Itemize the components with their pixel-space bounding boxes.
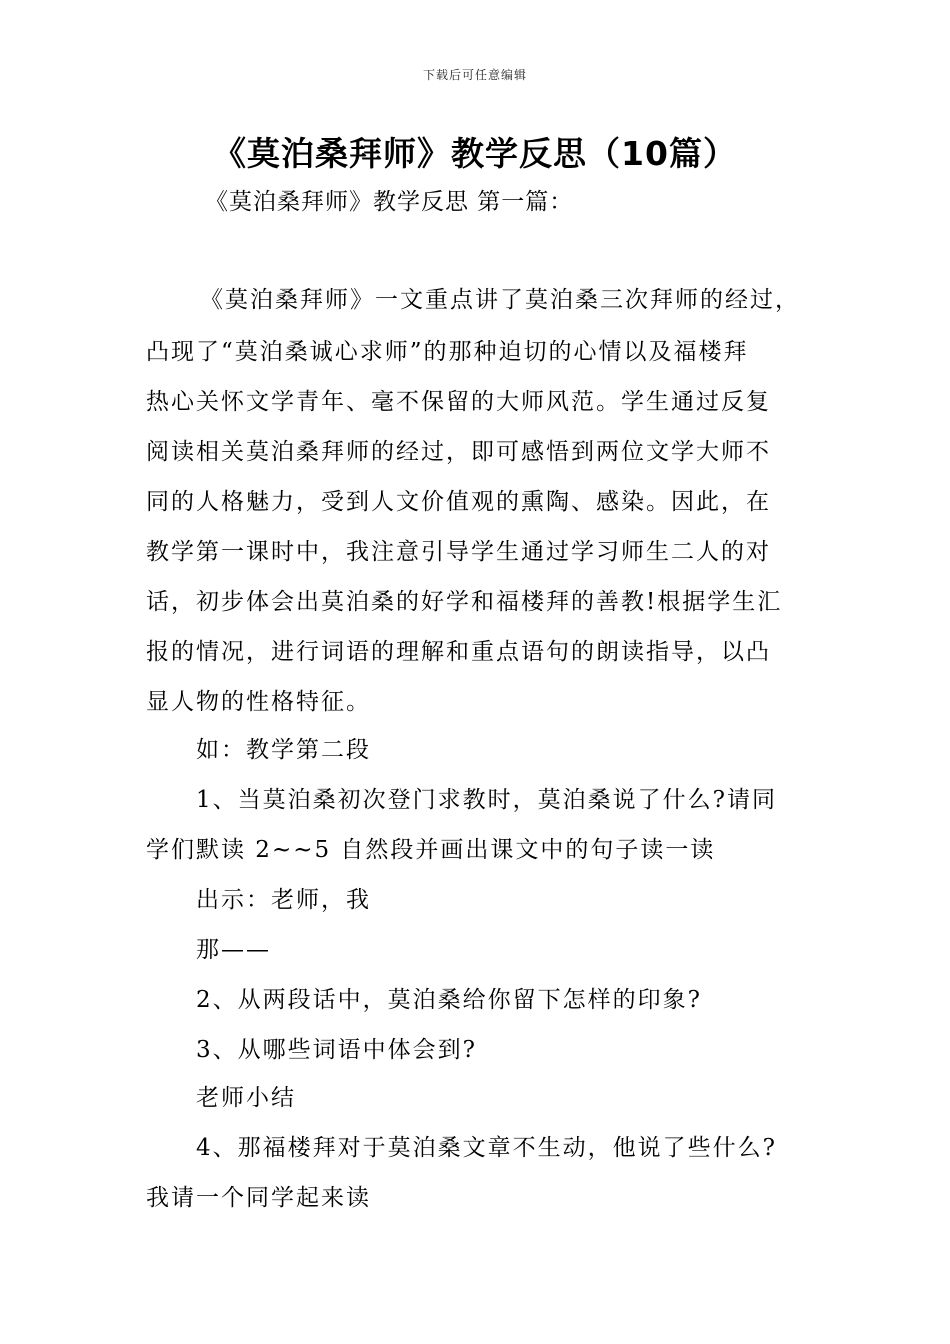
body-line: 出示：老师，我 — [196, 887, 371, 913]
body-line: 1、当莫泊桑初次登门求教时，莫泊桑说了什么?请同 — [196, 787, 777, 813]
body-line: 如：教学第二段 — [196, 737, 371, 763]
body-line: 教学第一课时中，我注意引导学生通过学习师生二人的对 — [146, 539, 771, 565]
body-line: 3、从哪些词语中体会到? — [196, 1037, 477, 1063]
body-line: 《莫泊桑拜师》一文重点讲了莫泊桑三次拜师的经过， — [200, 287, 800, 313]
body-line: 老师小结 — [196, 1085, 296, 1111]
body-line: 凸现了“莫泊桑诚心求师”的那种迫切的心情以及福楼拜 — [146, 339, 749, 365]
body-line: 话，初步体会出莫泊桑的好学和福楼拜的善教!根据学生汇 — [146, 589, 783, 615]
section-subtitle: 《莫泊桑拜师》教学反思 第一篇： — [205, 189, 574, 215]
body-line: 4、那福楼拜对于莫泊桑文章不生动，他说了些什么? — [196, 1135, 777, 1161]
document-title: 《莫泊桑拜师》教学反思（10篇） — [213, 134, 737, 173]
header-note: 下载后可任意编辑 — [422, 68, 527, 82]
body-line: 学们默读 2~~5 自然段并画出课文中的句子读一读 — [146, 837, 716, 863]
body-line: 同的人格魅力，受到人文价值观的熏陶、感染。因此，在 — [146, 489, 771, 515]
body-line: 那—— — [196, 937, 271, 963]
body-line: 我请一个同学起来读 — [146, 1185, 371, 1211]
body-line: 阅读相关莫泊桑拜师的经过，即可感悟到两位文学大师不 — [146, 439, 771, 465]
body-line: 热心关怀文学青年、毫不保留的大师风范。学生通过反复 — [146, 389, 771, 415]
body-line: 报的情况，进行词语的理解和重点语句的朗读指导，以凸 — [146, 639, 771, 665]
body-line: 显人物的性格特征。 — [146, 689, 371, 715]
body-line: 2、从两段话中，莫泊桑给你留下怎样的印象? — [196, 987, 702, 1013]
